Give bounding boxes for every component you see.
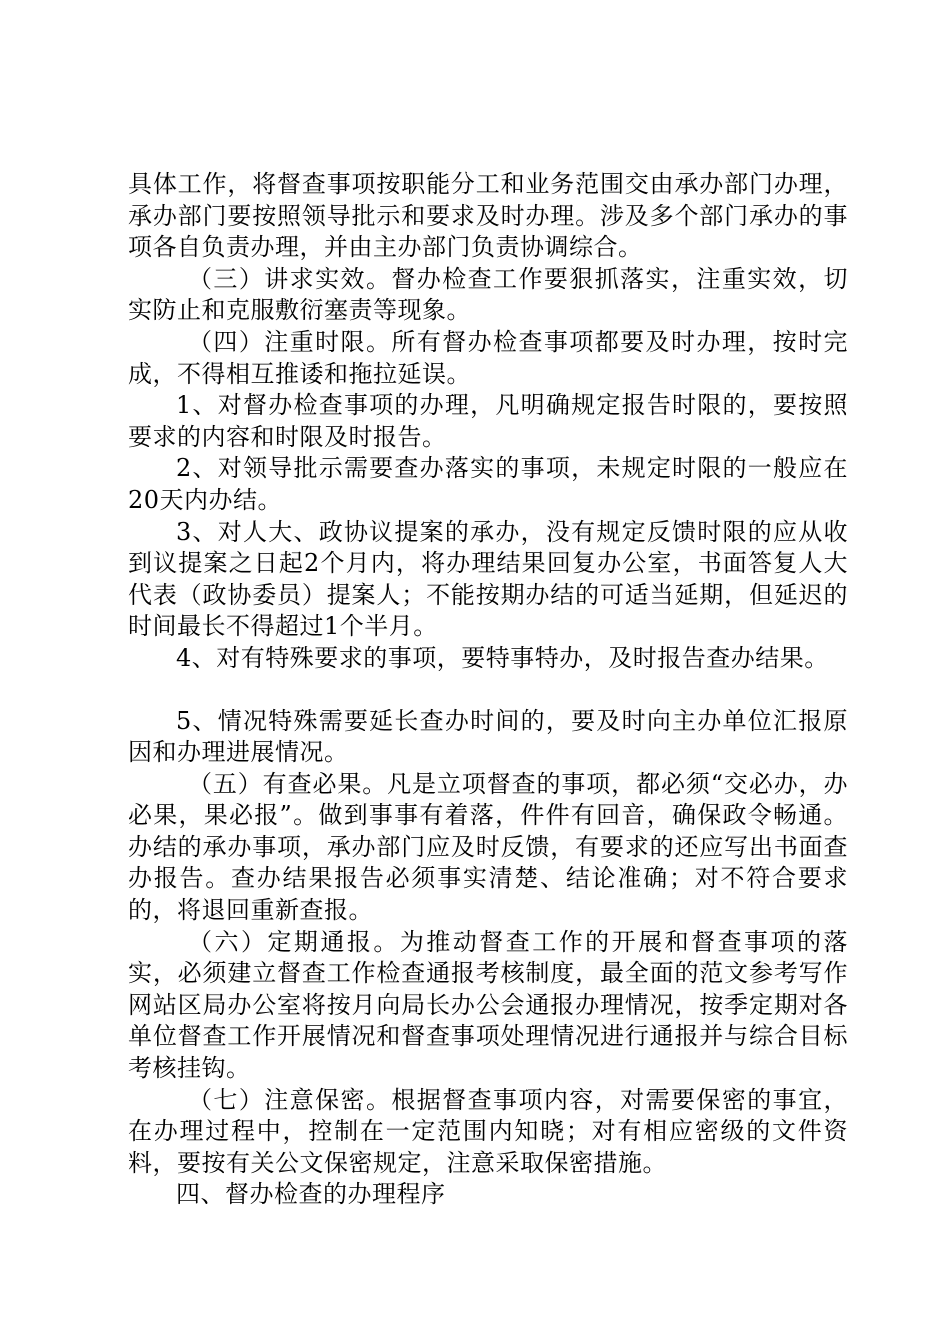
paragraph-item-5: 5、情况特殊需要延长查办时间的，要及时向主办单位汇报原因和办理进展情况。 [128,706,848,767]
paragraph-item-1: 1、对督办检查事项的办理，凡明确规定报告时限的，要按照要求的内容和时限及时报告。 [128,391,848,451]
paragraph-continuation: 具体工作，将督查事项按职能分工和业务范围交由承办部门办理，承办部门要按照领导批示和要求及时办理。涉及多个部门承办的事项各自负责办理，并由主办部门负责协调综合。 [128,170,848,262]
document-body [128,169,848,1211]
paragraph-item-3: 3、对人大、政协议提案的承办，没有规定反馈时限的应从收到议提案之日起2个月内，将办理结果回复办公室，书面答复人大代表（政协委员）提案人；不能按期办结的可适当延期，但延迟的时间最长不得超过1个半月。 [128,517,848,641]
section-heading-4: 四、督办检查的办理程序 [176,1180,446,1209]
paragraph-item-4: 4、对有特殊要求的事项，要特事特办，及时报告查办结果。 [176,643,829,672]
paragraph-section-6: （六）定期通报。为推动督查工作的开展和督查事项的落实，必须建立督查工作检查通报考核制度，最全面的范文参考写作网站区局办公室将按月向局长办公会通报办理情况，按季定期对各单位督查工作开展情况和督查事项处理情况进行通报并与综合目标考核挂钩。 [128,927,848,1083]
paragraph-section-7: （七）注意保密。根据督查事项内容，对需要保密的事宜，在办理过程中，控制在一定范围内知晓；对有相应密级的文件资料，要按有关公文保密规定，注意采取保密措施。 [128,1085,848,1177]
paragraph-section-5: （五）有查必果。凡是立项督查的事项，都必须“交必办，办必果，果必报”。做到事事有着落，件件有回音，确保政令畅通。办结的承办事项，承办部门应及时反馈，有要求的还应写出书面查办报告。查办结果报告必须事实清楚、结论准确；对不符合要求的，将退回重新查报。 [128,769,848,925]
paragraph-item-2: 2、对领导批示需要查办落实的事项，未规定时限的一般应在20天内办结。 [128,454,848,514]
paragraph-section-4: （四）注重时限。所有督办检查事项都要及时办理，按时完成，不得相互推诿和拖拉延误。 [128,327,848,388]
blank-line [128,675,848,706]
paragraph-section-3: （三）讲求实效。督办检查工作要狠抓落实，注重实效，切实防止和克服敷衍塞责等现象。 [128,264,848,325]
